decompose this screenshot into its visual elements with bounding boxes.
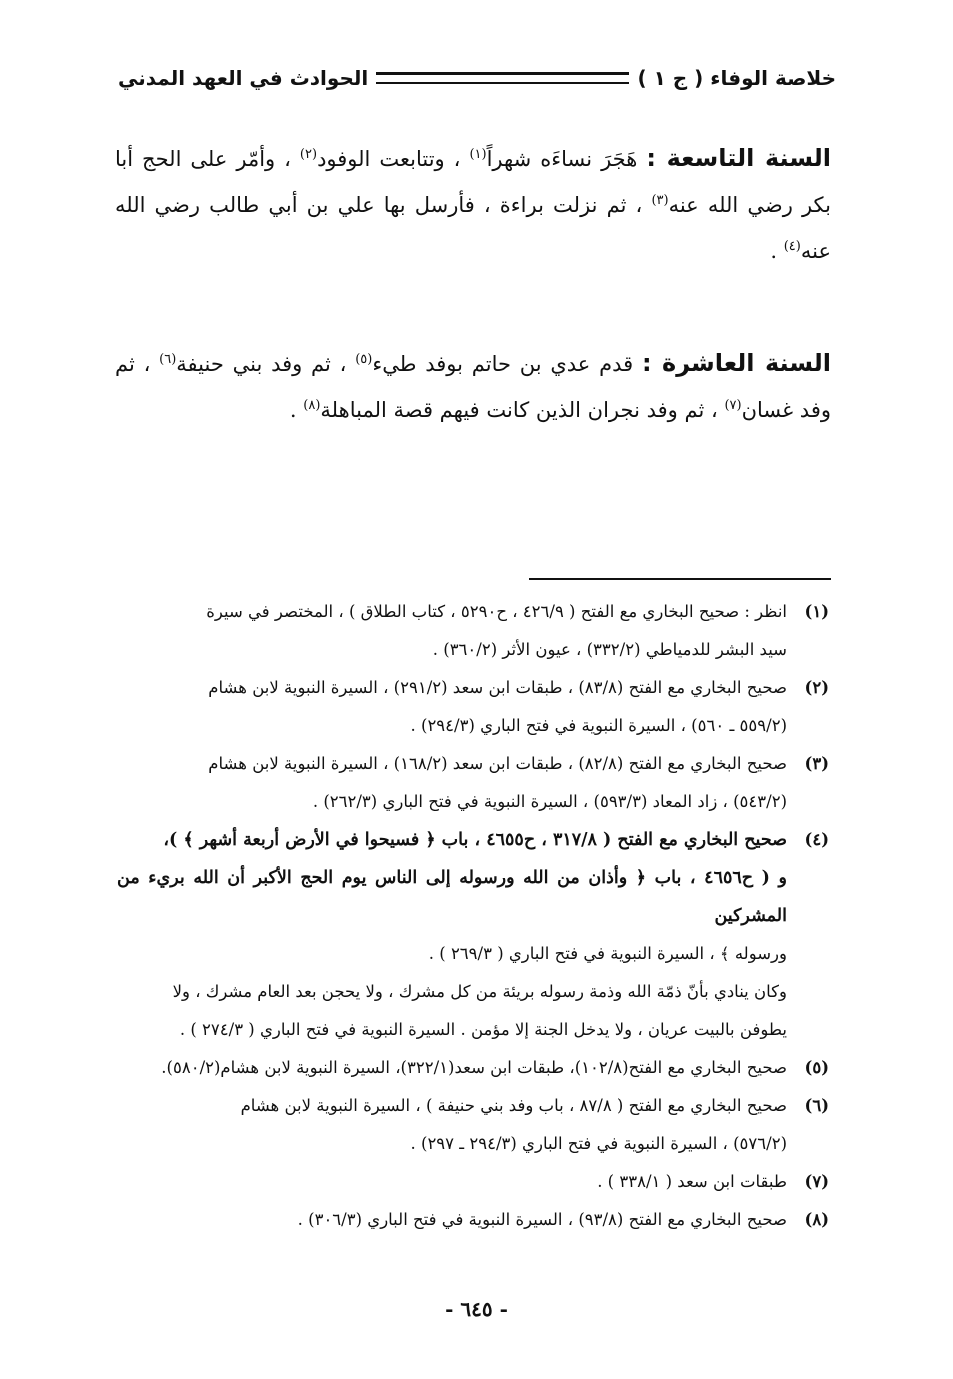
footnote-line: صحيح البخاري مع الفتح ( ٣١٧/٨ ، ح٤٦٥٥ ، باب ﴿ فسيحوا في الأرض أربعة أشهر ﴾ )، [163,830,787,850]
footnote-ref: (٤) [783,239,801,254]
footnote-body [117,1049,787,1087]
footnote-line: و ( ح٤٦٥٦ ، باب ﴿ وأذان من الله ورسوله إلى الناس يوم الحج الأكبر أن الله بريء من المشركين [117,868,788,926]
footnote-line: (٥٧٦/٢) ، السيرة النبوية في فتح الباري (٢٩٤/٣ ـ ٢٩٧) . [410,1134,787,1153]
paragraph-text: ، وتتابعت الوفود [317,147,470,171]
footnote-line: انظر : صحيح البخاري مع الفتح ( ٤٢٦/٩ ، ح٥٢٩٠ ، كتاب الطلاق ) ، المختصر في سيرة [206,602,787,621]
paragraph-text: . [289,398,304,422]
footnote-ref: (١) [469,147,487,162]
footnote-body [117,1163,787,1201]
footnote-8 [117,1201,829,1239]
footnote-line: (٥٥٩/٢ ـ ٥٦٠) ، السيرة النبوية في فتح الباري (٢٩٤/٣) . [410,716,787,735]
footnote-body [117,669,787,745]
footnote-ref: (٨) [303,398,321,413]
paragraph-lead: السنة التاسعة : [646,144,832,172]
footnote-ref: (٢) [299,147,318,162]
footnote-4 [117,821,829,1049]
paragraph-text: ، ثم وفد غسان [115,352,831,422]
footnote-number: (٦) [804,1096,829,1115]
footnote-7 [117,1163,829,1201]
footnote-line: صحيح البخاري مع الفتح(١٠٢/٨)، طبقات ابن سعد(٣٢٢/١)، السيرة النبوية لابن هشام(٥٨٠/٢). [161,1058,787,1077]
paragraph-text: . [770,239,784,263]
footnote-ref: (٣) [651,193,669,208]
paragraph-year-ten [115,340,831,433]
footnote-2 [117,669,829,745]
footnote-number: (٣) [804,754,829,773]
footnote-1 [117,593,829,669]
footnote-5 [117,1049,829,1087]
paragraph-text: ، وأمّر على الحج أبا بكر رضي الله عنه [115,147,831,217]
footnote-3 [117,745,829,821]
footnote-body [117,1087,787,1163]
footnote-number: (١) [804,602,829,621]
footnote-body [117,745,787,821]
footnote-line: (٥٤٣/٢) ، زاد المعاد (٥٩٣/٣) ، السيرة النبوية في فتح الباري (٢٦٢/٣) . [312,792,787,811]
footnote-6 [117,1087,829,1163]
footnote-body [117,821,787,1049]
section-title: الحوادث في العهد المدني [118,66,369,90]
footnote-line: يطوفن بالبيت عريان ، ولا يدخل الجنة إلا مؤمن . السيرة النبوية في فتح الباري ( ٢٧٤/٣ ) . [179,1020,787,1039]
book-title: خلاصة الوفاء ( ج ١ ) [637,66,836,90]
footnote-number: (٨) [804,1210,829,1229]
footnote-ref: (٦) [159,352,177,367]
paragraph-text: قدم عدي بن حاتم بوفد طيء [372,352,642,376]
paragraph-text: هَجَرَ نساءَه شهراً [486,147,647,171]
paragraph-text: ، ثم نزلت براءة ، فأرسل بها علي بن أبي طالب رضي الله عنه [115,193,831,263]
footnote-line: صحيح البخاري مع الفتح (٨٢/٨) ، طبقات ابن سعد (١٦٨/٢) ، السيرة النبوية لابن هشام [208,754,787,773]
footnote-line: صحيح البخاري مع الفتح ( ٨٧/٨ ، باب وفد بني حنيفة ) ، السيرة النبوية لابن هشام [240,1096,787,1115]
footnote-body [117,1201,787,1239]
header-rule [376,72,629,84]
footnotes [117,593,829,1239]
footnote-separator [529,578,831,580]
page-number: - ٦٤٥ - [445,1297,508,1321]
footnote-line: صحيح البخاري مع الفتح (٨٣/٨) ، طبقات ابن سعد (٢٩١/٢) ، السيرة النبوية لابن هشام [208,678,787,697]
footnote-ref: (٥) [355,352,373,367]
footnote-line: سيد البشر للدمياطي (٣٣٢/٢) ، عيون الأثر (٣٦٠/٢) . [432,640,787,659]
footnote-number: (٢) [804,678,829,697]
footnote-ref: (٧) [724,398,742,413]
paragraph-lead: السنة العاشرة : [641,349,831,377]
footnote-number: (٤) [804,830,829,849]
footnote-body [117,593,787,669]
footnote-number: (٥) [804,1058,829,1077]
paragraph-text: ، ثم وفد نجران الذين كانت فيهم قصة المباهلة [320,398,725,422]
paragraph-year-nine [115,135,831,274]
footnote-line: ورسوله ﴾ ، السيرة النبوية في فتح الباري ( ٢٦٩/٣ ) . [428,944,787,963]
paragraph-text: ، ثم وفد بني حنيفة [176,352,356,376]
running-header [118,58,836,98]
footnote-number: (٧) [804,1172,829,1191]
footnote-line: وكان ينادي بأنّ ذمّة الله وذمة رسوله بريئة من كل مشرك ، ولا يحجن بعد العام مشرك ، ولا [172,982,787,1001]
footnote-line: طبقات ابن سعد ( ٣٣٨/١ ) . [597,1172,787,1191]
footnote-line: صحيح البخاري مع الفتح (٩٣/٨) ، السيرة النبوية في فتح الباري (٣٠٦/٣) . [297,1210,787,1229]
